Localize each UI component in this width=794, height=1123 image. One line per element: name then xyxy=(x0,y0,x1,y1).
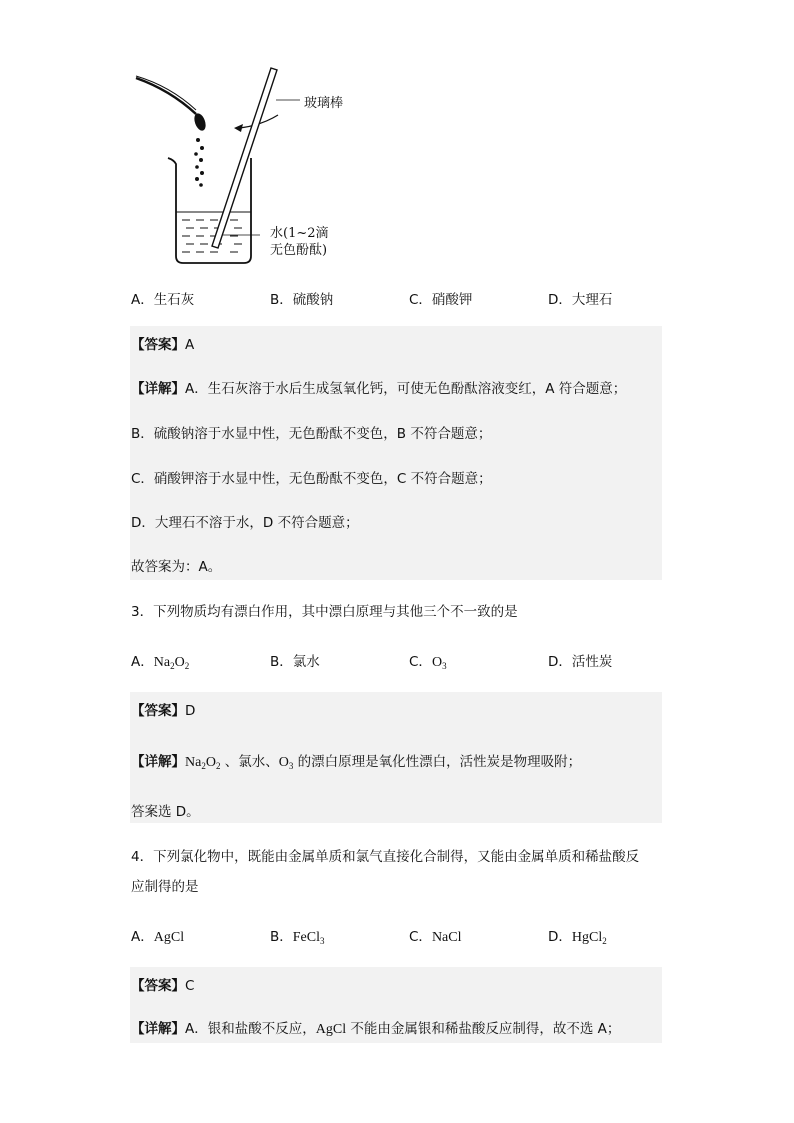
powder-particles xyxy=(194,138,204,187)
q3-option-c: C．$O_3$ xyxy=(409,654,447,671)
water-lines xyxy=(182,220,242,252)
q2-detail-3: C．硝酸钾溶于水显中性，无色酚酞不变色，C 不符合题意； xyxy=(131,471,492,487)
q2-option-b: B．硫酸钠 xyxy=(270,292,334,308)
q2-detail-2: B．硫酸钠溶于水显中性，无色酚酞不变色，B 不符合题意； xyxy=(131,426,492,442)
q4-stem-1: 4．下列氯化物中，既能由金属单质和氯气直接化合制得，又能由金属单质和稀盐酸反 xyxy=(131,849,640,865)
spoon-icon xyxy=(136,76,208,132)
water-label-line2: 无色酚酞) xyxy=(270,243,328,258)
q4-option-d: D．HgCl$_2$ xyxy=(548,929,607,946)
q3-detail-end: 答案选 D。 xyxy=(131,804,200,820)
q3-option-d: D．活性炭 xyxy=(548,654,613,670)
q3-answer: 【答案】D xyxy=(131,703,196,719)
q4-detail: 【详解】A．银和盐酸不反应，AgCl 不能由金属银和稀盐酸反应制得，故不选 A； xyxy=(131,1021,621,1037)
q2-detail-1: 【详解】A．生石灰溶于水后生成氢氧化钙，可使无色酚酞溶液变红，A 符合题意； xyxy=(131,381,627,397)
q4-stem-2: 应制得的是 xyxy=(131,879,199,895)
water-label-line1: 水(1~2滴 xyxy=(270,226,329,241)
q2-option-c: C．硝酸钾 xyxy=(409,292,473,308)
q4-option-c: C．NaCl xyxy=(409,929,462,945)
q3-detail: 【详解】$Na_2O_2$ 、氯水、$O_3$ 的漂白原理是氧化性漂白，活性炭是物理吸附； xyxy=(131,754,582,771)
q2-option-d: D．大理石 xyxy=(548,292,613,308)
q2-answer-panel xyxy=(130,326,662,580)
q4-option-b: B．FeCl$_3$ xyxy=(270,929,325,946)
q4-answer: 【答案】C xyxy=(131,978,195,994)
beaker-figure xyxy=(130,60,370,275)
q2-detail-4: D．大理石不溶于水，D 不符合题意； xyxy=(131,515,359,531)
q3-stem: 3．下列物质均有漂白作用，其中漂白原理与其他三个不一致的是 xyxy=(131,604,518,620)
q3-option-b: B．氯水 xyxy=(270,654,320,670)
q3-option-a: A．$Na_2O_2$ xyxy=(131,654,190,671)
glass-rod xyxy=(212,68,277,248)
rod-label: 玻璃棒 xyxy=(304,96,344,111)
q4-option-a: A．AgCl xyxy=(131,929,185,945)
q2-answer: 【答案】A xyxy=(131,337,195,353)
q2-option-a: A．生石灰 xyxy=(131,292,195,308)
q2-detail-5: 故答案为：A。 xyxy=(131,559,222,575)
